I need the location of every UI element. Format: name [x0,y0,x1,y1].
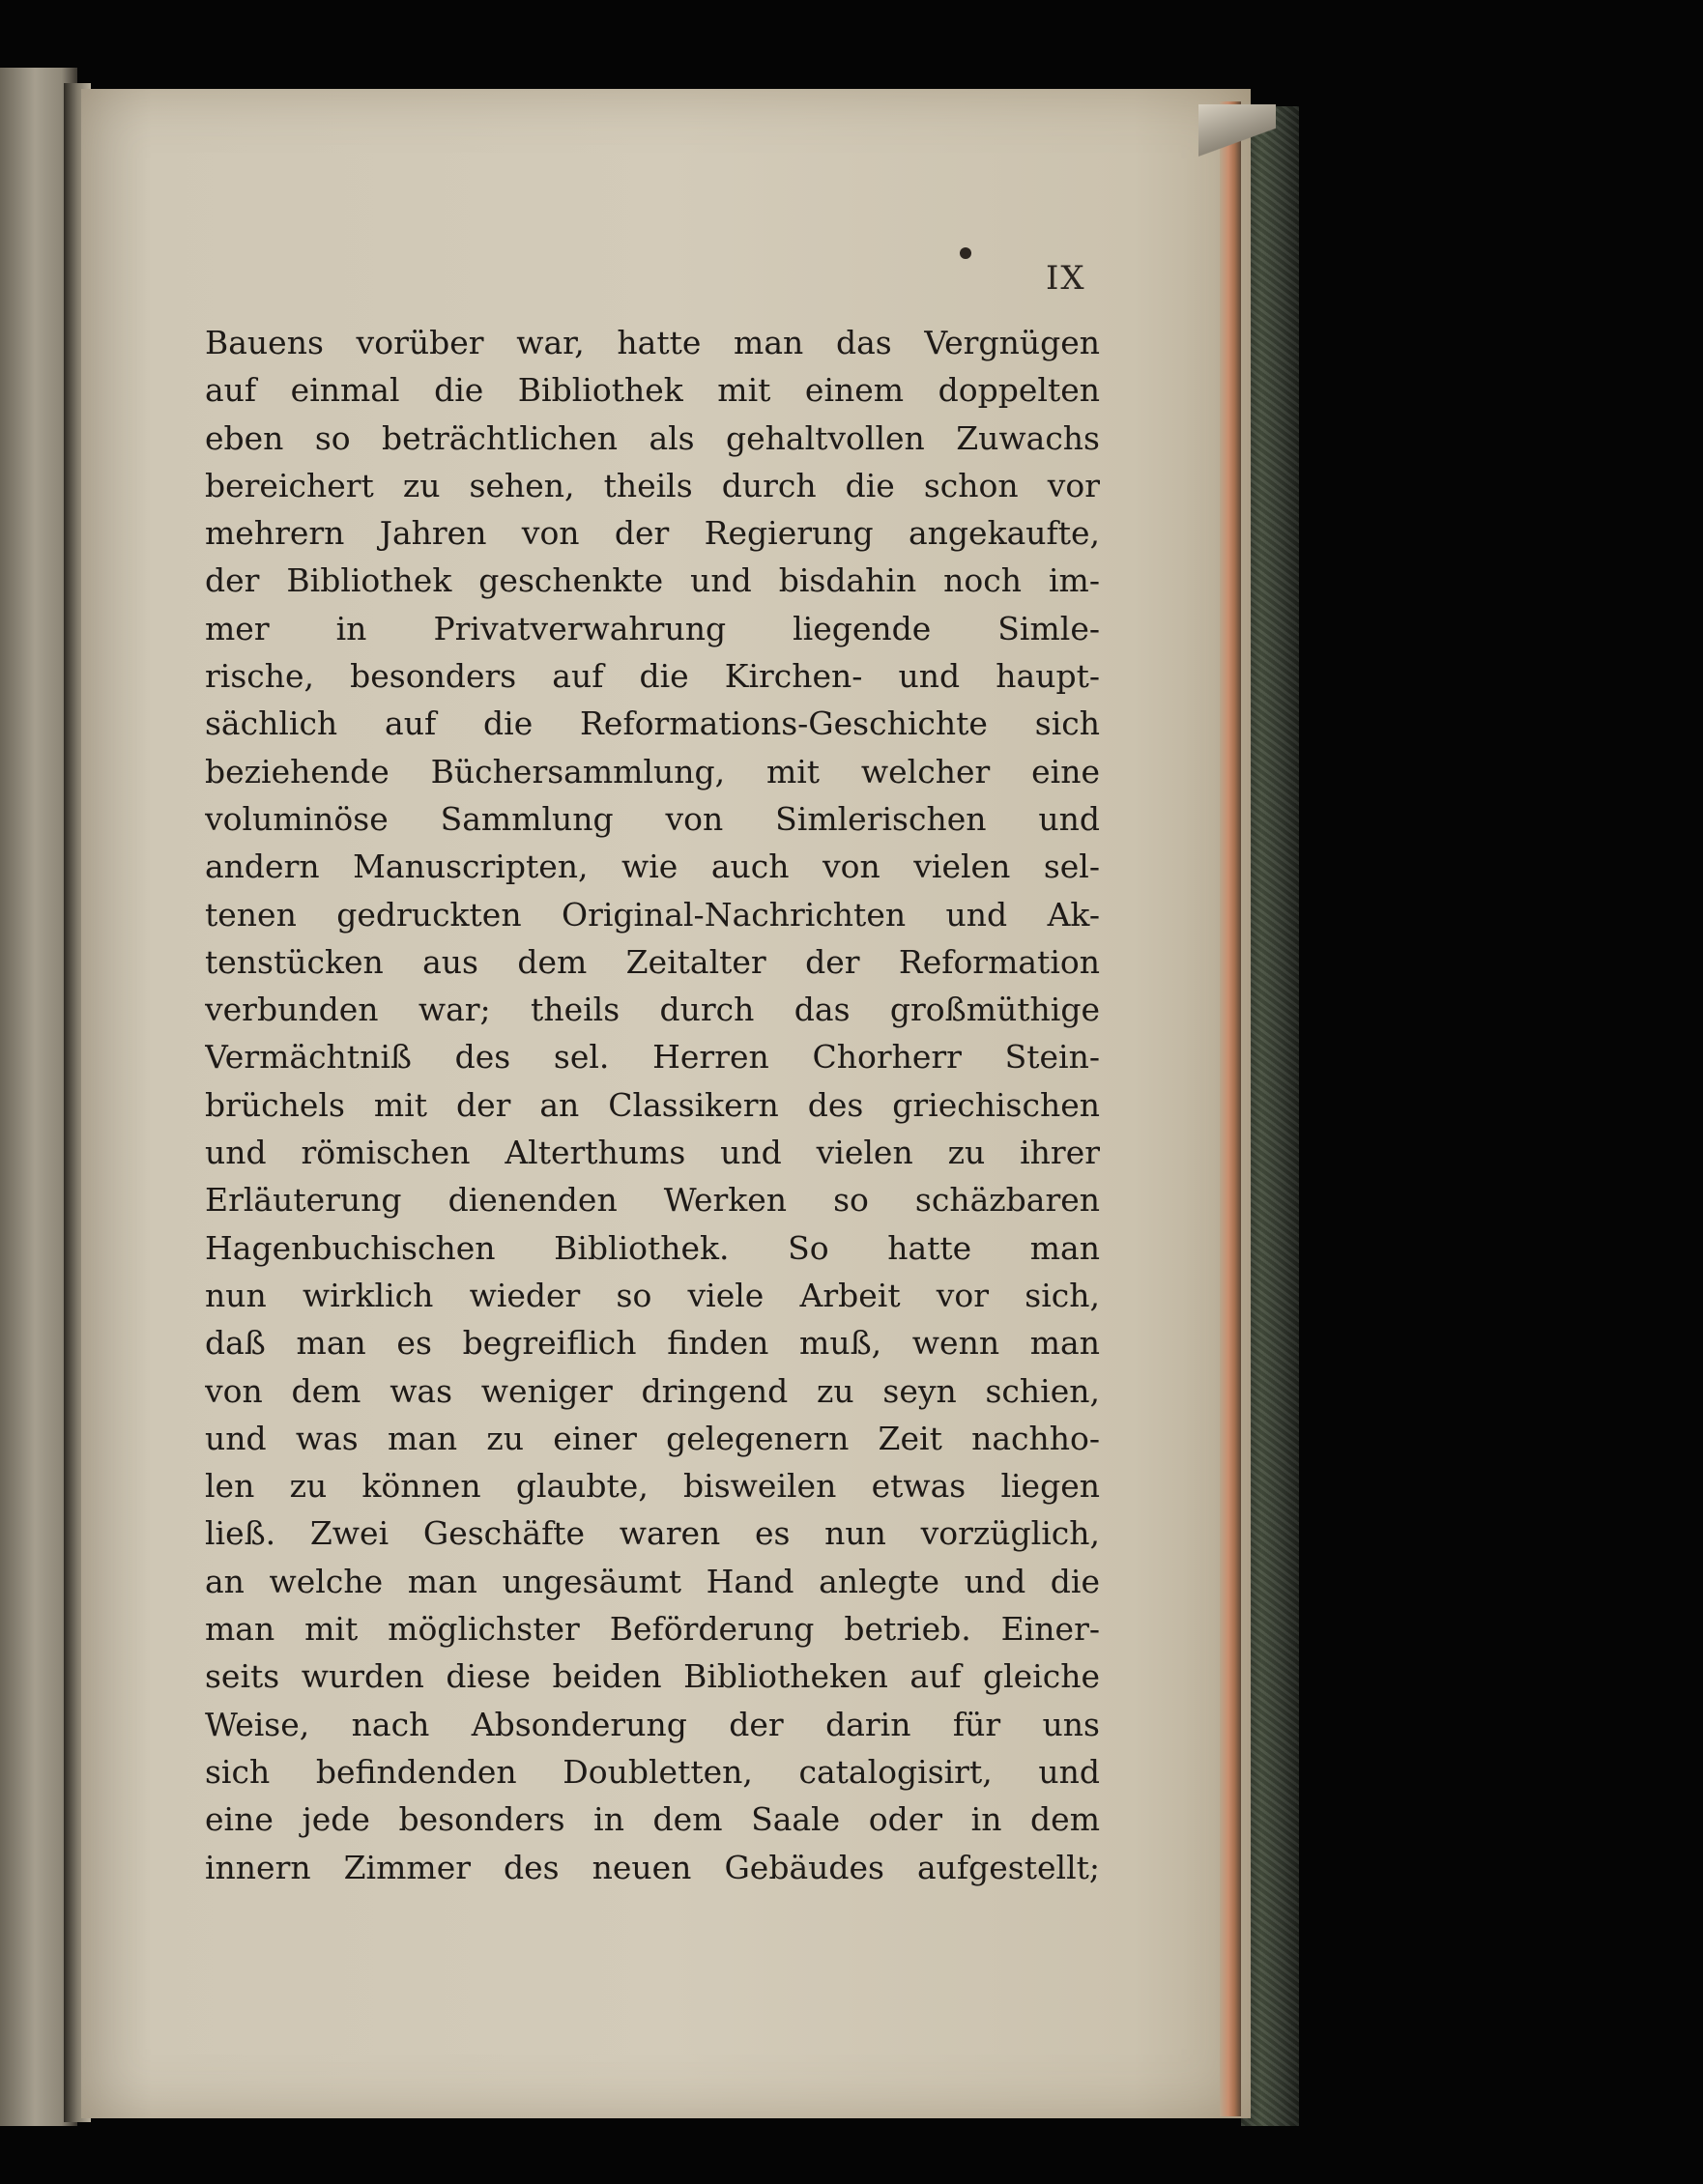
text-line: len zu können glaubte, bisweilen etwas liegen [205,1467,1100,1506]
text-line: von dem was weniger dringend zu seyn schien, [205,1371,1100,1410]
text-line: mer in Privatverwahrung liegende Simle- [205,609,1100,647]
text-line: brüchels mit der an Classikern des griechischen [205,1085,1100,1124]
text-line: an welche man ungesäumt Hand anlegte und die [205,1562,1100,1600]
text-line: der Bibliothek geschenkte und bisdahin noch im- [205,561,1100,600]
text-line: Hagenbuchischen Bibliothek. So hatte man [205,1228,1100,1267]
text-line: man mit möglichster Beförderung betrieb. Einer- [205,1610,1100,1649]
text-line: voluminöse Sammlung von Simlerischen und [205,799,1100,838]
text-line: tenstücken aus dem Zeitalter der Reformation [205,942,1100,981]
text-line: eben so beträchtlichen als gehaltvollen Zuwachs [205,418,1100,457]
text-line: sich befindenden Doubletten, catalogisirt, und [205,1752,1100,1791]
text-line: auf einmal die Bibliothek mit einem doppelten [205,371,1100,410]
text-line: beziehende Büchersammlung, mit welcher eine [205,752,1100,790]
text-line: seits wurden diese beiden Bibliotheken auf gleiche [205,1657,1100,1696]
text-line: innern Zimmer des neuen Gebäudes aufgestellt; [205,1848,1100,1886]
ink-dot [960,247,971,259]
text-line: und römischen Alterthums und vielen zu ihrer [205,1134,1100,1172]
text-line: und was man zu einer gelegenern Zeit nachho- [205,1419,1100,1457]
text-line: eine jede besonders in dem Saale oder in dem [205,1800,1100,1839]
text-line: Vermächtniß des sel. Herren Chorherr Stein- [205,1038,1100,1077]
text-line: sächlich auf die Reformations-Geschichte sich [205,704,1100,743]
page-corner [1198,104,1276,162]
text-line: Weise, nach Absonderung der darin für uns [205,1705,1100,1743]
page-edge [1220,101,1241,2116]
text-line: andern Manuscripten, wie auch von vielen sel- [205,848,1100,886]
text-line: Bauens vorüber war, hatte man das Vergnügen [205,324,1100,361]
text-line: mehrern Jahren von der Regierung angekaufte, [205,514,1100,553]
text-line: tenen gedruckten Original-Nachrichten und Ak- [205,895,1100,934]
body-text [205,319,1100,1891]
text-line: daß man es begreiflich finden muß, wenn man [205,1324,1100,1363]
text-line: Erläuterung dienenden Werken so schäzbaren [205,1181,1100,1220]
page-number: IX [1046,259,1086,298]
text-line: rische, besonders auf die Kirchen- und haupt- [205,657,1100,696]
text-line: verbunden war; theils durch das großmüthige [205,991,1100,1029]
text-line: bereichert zu sehen, theils durch die schon vor [205,466,1100,504]
text-line: ließ. Zwei Geschäfte waren es nun vorzüglich, [205,1514,1100,1553]
text-line: nun wirklich wieder so viele Arbeit vor sich, [205,1276,1100,1314]
